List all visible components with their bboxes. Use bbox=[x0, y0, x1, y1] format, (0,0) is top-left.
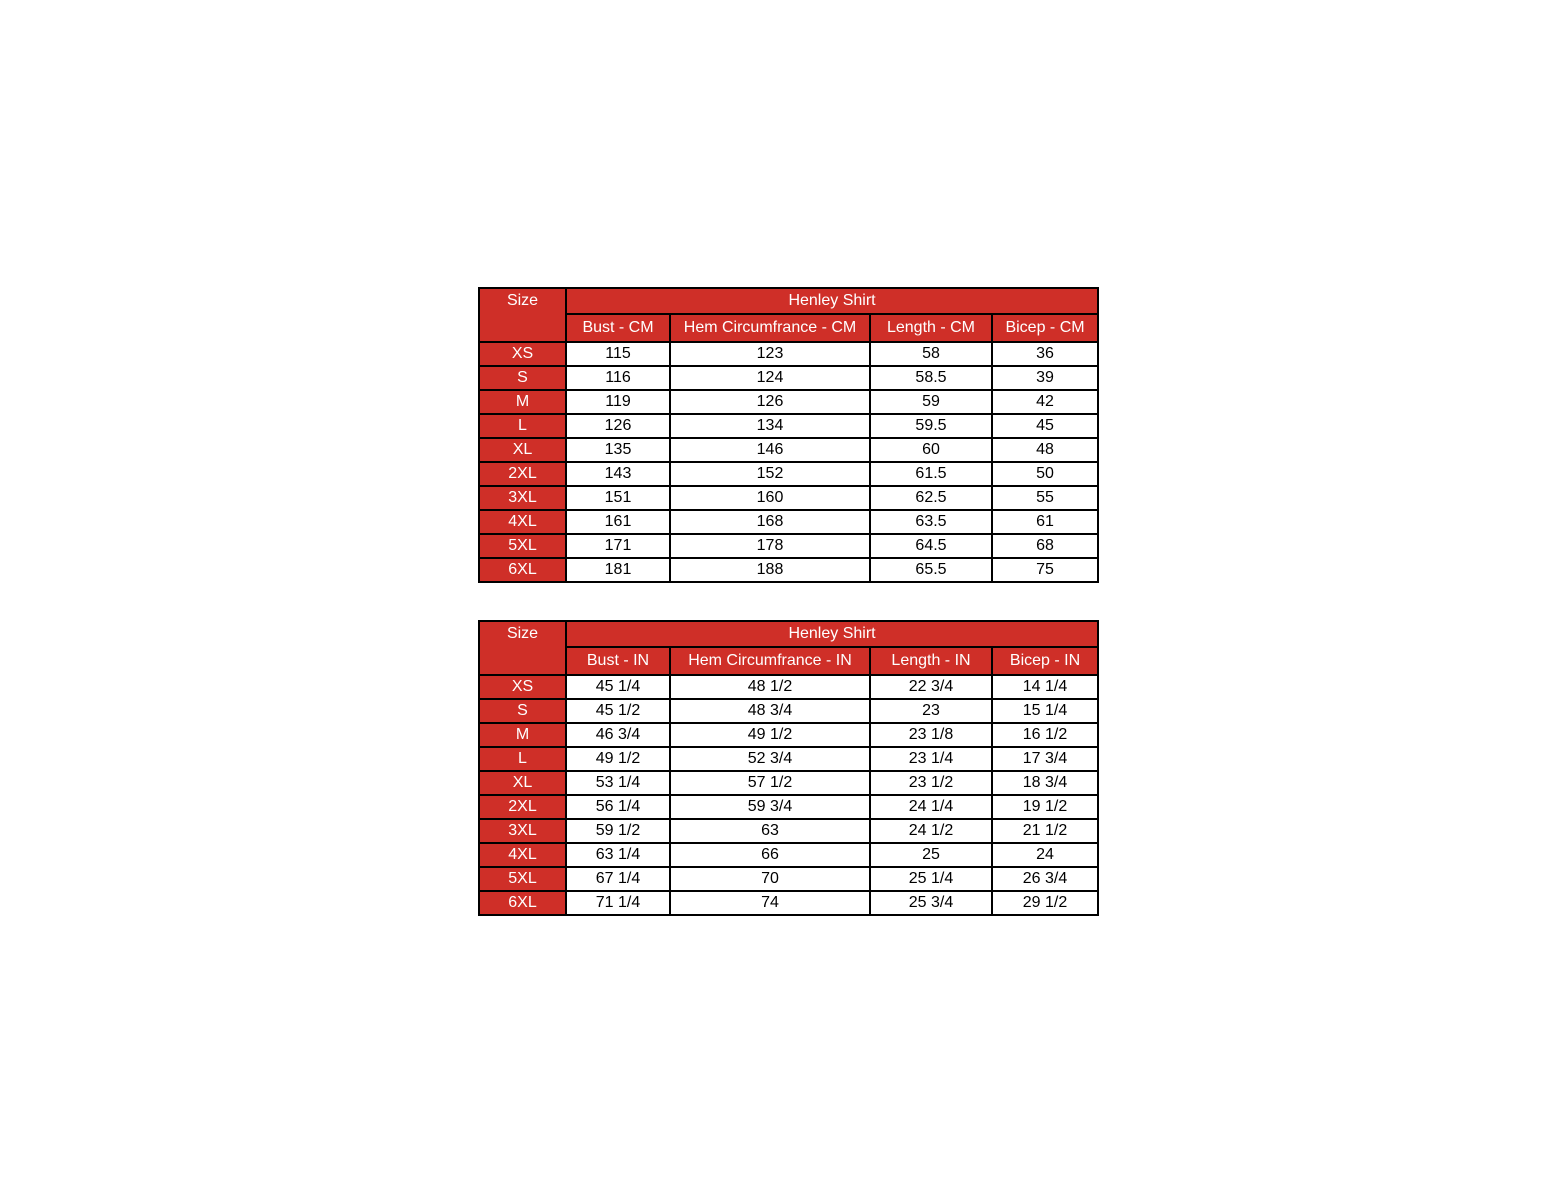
hem-value: 168 bbox=[670, 510, 870, 534]
length-value: 24 1/2 bbox=[870, 819, 992, 843]
bicep-value: 50 bbox=[992, 462, 1098, 486]
hem-value: 123 bbox=[670, 342, 870, 366]
size-label: XS bbox=[479, 675, 566, 699]
size-label: XL bbox=[479, 438, 566, 462]
hem-value: 70 bbox=[670, 867, 870, 891]
bust-value: 67 1/4 bbox=[566, 867, 670, 891]
length-value: 58.5 bbox=[870, 366, 992, 390]
bust-value: 59 1/2 bbox=[566, 819, 670, 843]
size-label: 3XL bbox=[479, 486, 566, 510]
size-column-header: Size bbox=[479, 621, 566, 675]
length-value: 23 1/4 bbox=[870, 747, 992, 771]
product-group-title: Henley Shirt bbox=[566, 288, 1098, 314]
table-row bbox=[479, 462, 1098, 486]
bicep-value: 29 1/2 bbox=[992, 891, 1098, 915]
size-label: 3XL bbox=[479, 819, 566, 843]
length-value: 59 bbox=[870, 390, 992, 414]
bust-value: 71 1/4 bbox=[566, 891, 670, 915]
hem-value: 48 3/4 bbox=[670, 699, 870, 723]
size-label: 6XL bbox=[479, 891, 566, 915]
table-row bbox=[479, 699, 1098, 723]
table-row bbox=[479, 414, 1098, 438]
cm-table-body bbox=[479, 342, 1098, 582]
hem-value: 134 bbox=[670, 414, 870, 438]
table-row bbox=[479, 438, 1098, 462]
bust-column-header: Bust - CM bbox=[566, 314, 670, 342]
bust-value: 56 1/4 bbox=[566, 795, 670, 819]
hem-value: 146 bbox=[670, 438, 870, 462]
table-row bbox=[479, 891, 1098, 915]
length-value: 22 3/4 bbox=[870, 675, 992, 699]
hem-value: 63 bbox=[670, 819, 870, 843]
size-label: 2XL bbox=[479, 795, 566, 819]
in-table-body bbox=[479, 675, 1098, 915]
table-row bbox=[479, 843, 1098, 867]
bust-value: 126 bbox=[566, 414, 670, 438]
size-chart-cm-table bbox=[478, 287, 1099, 583]
hem-value: 59 3/4 bbox=[670, 795, 870, 819]
bust-value: 171 bbox=[566, 534, 670, 558]
hem-value: 124 bbox=[670, 366, 870, 390]
size-label: 5XL bbox=[479, 534, 566, 558]
size-label: 4XL bbox=[479, 510, 566, 534]
length-value: 58 bbox=[870, 342, 992, 366]
bicep-value: 16 1/2 bbox=[992, 723, 1098, 747]
length-value: 63.5 bbox=[870, 510, 992, 534]
hem-column-header: Hem Circumfrance - IN bbox=[670, 647, 870, 675]
bicep-value: 55 bbox=[992, 486, 1098, 510]
bicep-value: 45 bbox=[992, 414, 1098, 438]
hem-value: 48 1/2 bbox=[670, 675, 870, 699]
length-column-header: Length - IN bbox=[870, 647, 992, 675]
size-label: M bbox=[479, 390, 566, 414]
bicep-value: 21 1/2 bbox=[992, 819, 1098, 843]
bust-value: 143 bbox=[566, 462, 670, 486]
bicep-value: 14 1/4 bbox=[992, 675, 1098, 699]
table-row bbox=[479, 747, 1098, 771]
hem-value: 49 1/2 bbox=[670, 723, 870, 747]
size-label: M bbox=[479, 723, 566, 747]
bicep-value: 68 bbox=[992, 534, 1098, 558]
bicep-value: 19 1/2 bbox=[992, 795, 1098, 819]
bicep-value: 39 bbox=[992, 366, 1098, 390]
bicep-value: 61 bbox=[992, 510, 1098, 534]
table-row bbox=[479, 819, 1098, 843]
bicep-value: 26 3/4 bbox=[992, 867, 1098, 891]
length-value: 60 bbox=[870, 438, 992, 462]
table-row bbox=[479, 510, 1098, 534]
table-row bbox=[479, 366, 1098, 390]
length-value: 64.5 bbox=[870, 534, 992, 558]
size-chart-in-table bbox=[478, 620, 1099, 916]
bust-value: 49 1/2 bbox=[566, 747, 670, 771]
bust-value: 46 3/4 bbox=[566, 723, 670, 747]
bicep-value: 15 1/4 bbox=[992, 699, 1098, 723]
table-row bbox=[479, 534, 1098, 558]
size-label: XS bbox=[479, 342, 566, 366]
bust-value: 181 bbox=[566, 558, 670, 582]
bust-value: 116 bbox=[566, 366, 670, 390]
size-label: 2XL bbox=[479, 462, 566, 486]
length-value: 25 bbox=[870, 843, 992, 867]
bicep-value: 48 bbox=[992, 438, 1098, 462]
table-row bbox=[479, 390, 1098, 414]
length-column-header: Length - CM bbox=[870, 314, 992, 342]
table-row bbox=[479, 795, 1098, 819]
bust-value: 135 bbox=[566, 438, 670, 462]
hem-value: 178 bbox=[670, 534, 870, 558]
length-value: 25 1/4 bbox=[870, 867, 992, 891]
length-value: 61.5 bbox=[870, 462, 992, 486]
length-value: 59.5 bbox=[870, 414, 992, 438]
size-label: 4XL bbox=[479, 843, 566, 867]
length-value: 65.5 bbox=[870, 558, 992, 582]
bicep-value: 24 bbox=[992, 843, 1098, 867]
bust-value: 161 bbox=[566, 510, 670, 534]
table-row bbox=[479, 771, 1098, 795]
hem-value: 52 3/4 bbox=[670, 747, 870, 771]
product-group-title: Henley Shirt bbox=[566, 621, 1098, 647]
bicep-value: 75 bbox=[992, 558, 1098, 582]
table-row bbox=[479, 867, 1098, 891]
table-row bbox=[479, 486, 1098, 510]
size-label: L bbox=[479, 414, 566, 438]
bust-value: 151 bbox=[566, 486, 670, 510]
table-row bbox=[479, 558, 1098, 582]
bust-value: 45 1/4 bbox=[566, 675, 670, 699]
length-value: 23 bbox=[870, 699, 992, 723]
bust-value: 45 1/2 bbox=[566, 699, 670, 723]
bust-value: 53 1/4 bbox=[566, 771, 670, 795]
size-label: S bbox=[479, 699, 566, 723]
size-label: L bbox=[479, 747, 566, 771]
bicep-value: 18 3/4 bbox=[992, 771, 1098, 795]
hem-value: 66 bbox=[670, 843, 870, 867]
size-label: S bbox=[479, 366, 566, 390]
length-value: 23 1/8 bbox=[870, 723, 992, 747]
size-label: 5XL bbox=[479, 867, 566, 891]
length-value: 25 3/4 bbox=[870, 891, 992, 915]
length-value: 24 1/4 bbox=[870, 795, 992, 819]
hem-column-header: Hem Circumfrance - CM bbox=[670, 314, 870, 342]
bicep-column-header: Bicep - IN bbox=[992, 647, 1098, 675]
table-row bbox=[479, 675, 1098, 699]
length-value: 62.5 bbox=[870, 486, 992, 510]
hem-value: 160 bbox=[670, 486, 870, 510]
hem-value: 74 bbox=[670, 891, 870, 915]
bust-value: 63 1/4 bbox=[566, 843, 670, 867]
bicep-value: 42 bbox=[992, 390, 1098, 414]
hem-value: 126 bbox=[670, 390, 870, 414]
table-row bbox=[479, 342, 1098, 366]
bust-value: 119 bbox=[566, 390, 670, 414]
hem-value: 188 bbox=[670, 558, 870, 582]
hem-value: 152 bbox=[670, 462, 870, 486]
bicep-value: 17 3/4 bbox=[992, 747, 1098, 771]
size-column-header: Size bbox=[479, 288, 566, 342]
length-value: 23 1/2 bbox=[870, 771, 992, 795]
size-label: XL bbox=[479, 771, 566, 795]
size-label: 6XL bbox=[479, 558, 566, 582]
bicep-column-header: Bicep - CM bbox=[992, 314, 1098, 342]
table-row bbox=[479, 723, 1098, 747]
hem-value: 57 1/2 bbox=[670, 771, 870, 795]
bust-value: 115 bbox=[566, 342, 670, 366]
bicep-value: 36 bbox=[992, 342, 1098, 366]
bust-column-header: Bust - IN bbox=[566, 647, 670, 675]
